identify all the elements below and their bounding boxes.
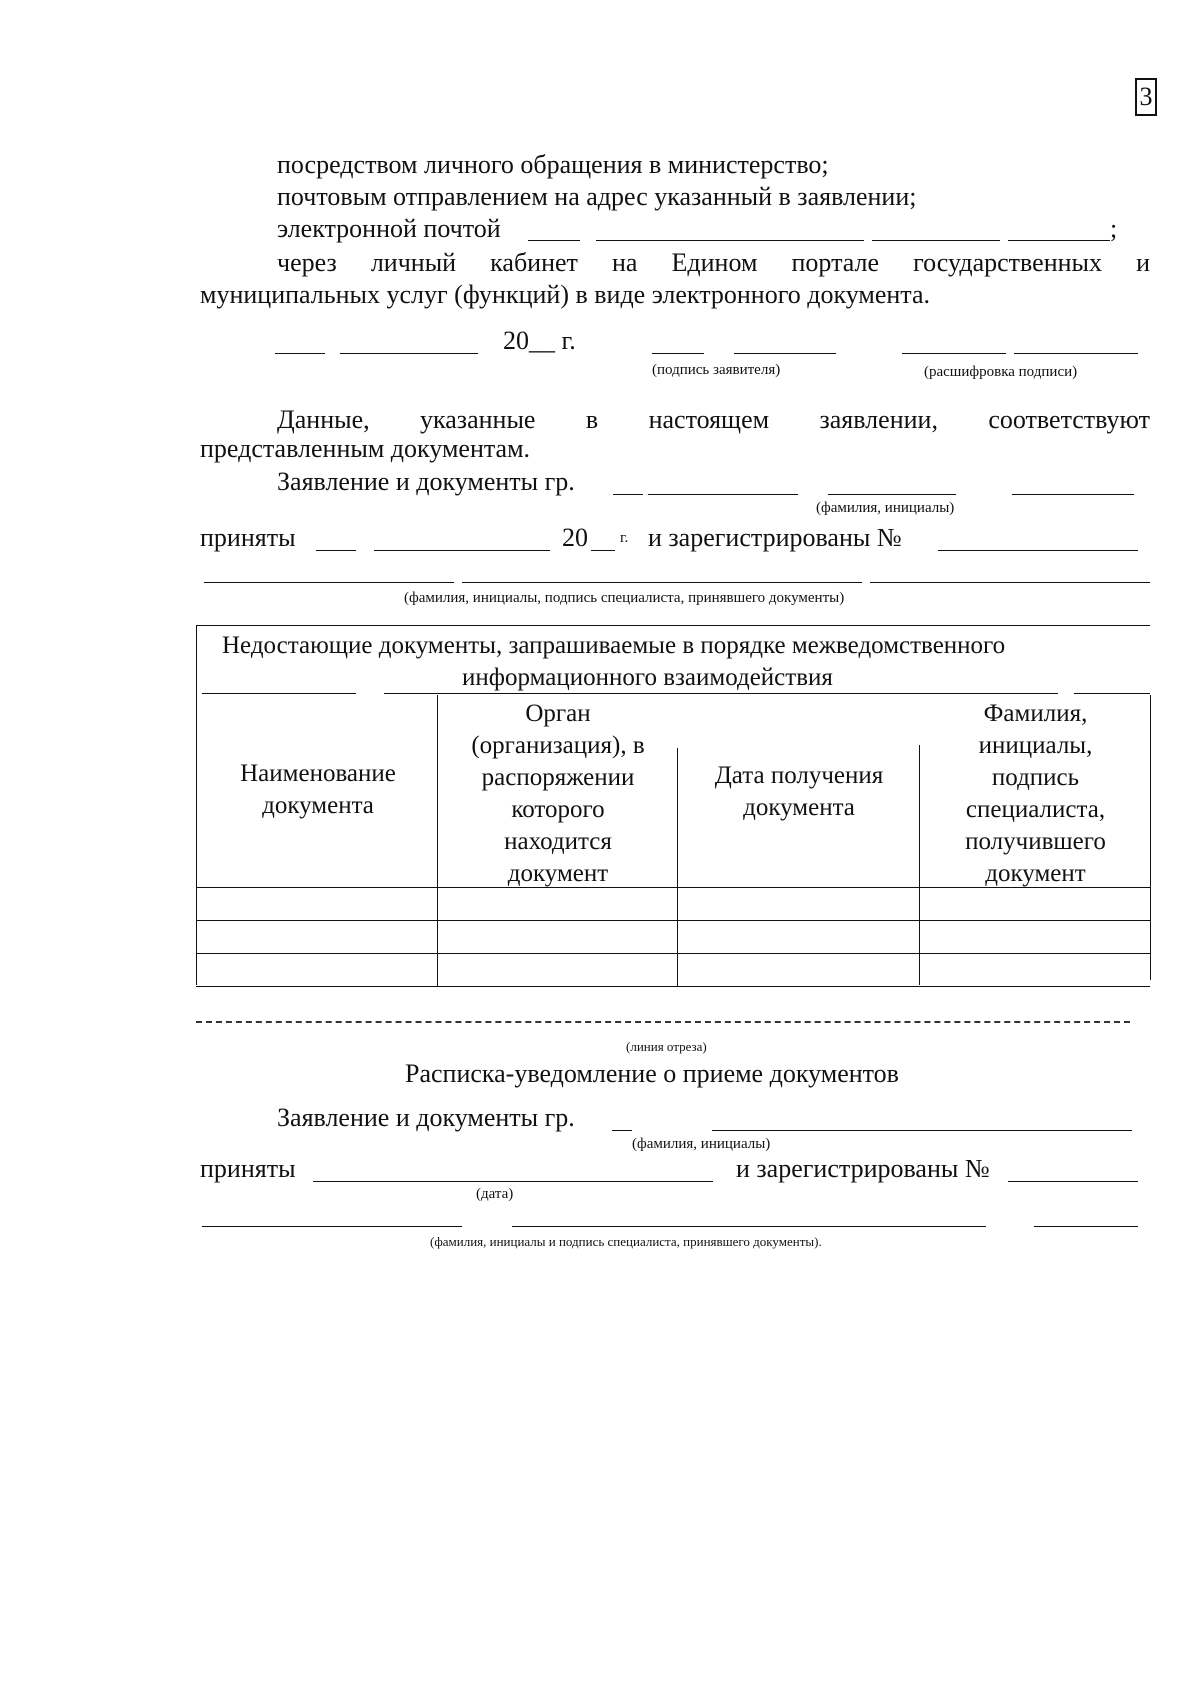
receipt-accepted: приняты <box>200 1154 296 1183</box>
receipt-specialist-blank-3 <box>1034 1226 1138 1227</box>
col-divider-3 <box>919 745 920 985</box>
accepted-label: приняты <box>200 523 296 552</box>
header-bottom-border <box>196 887 1150 888</box>
email-blank-3 <box>872 240 1000 241</box>
registered-number-blank <box>938 550 1138 551</box>
signature-year: 20__ г. <box>503 326 576 355</box>
header-specialist: Фамилия, инициалы, подпись специалиста, получившего документ <box>965 700 1106 887</box>
receipt-specialist-blank-1 <box>202 1226 462 1227</box>
date-month-blank <box>340 353 478 354</box>
cut-line-label: (линия отреза) <box>626 1039 707 1054</box>
header-receipt-date: Дата получения документа <box>714 762 884 821</box>
col-divider-1 <box>437 695 438 987</box>
specialist-blank-3 <box>870 582 1150 583</box>
receipt-specialist-blank-2 <box>512 1226 986 1227</box>
title-underline-1 <box>202 693 356 694</box>
name-label: (фамилия, инициалы) <box>816 500 955 516</box>
method-portal-line1: через личный кабинет на Едином портале государственных и <box>277 248 1150 277</box>
receipt-docs-from: Заявление и документы гр. <box>277 1103 575 1132</box>
receipt-registered: и зарегистрированы № <box>736 1154 990 1183</box>
accepted-year-blank <box>591 550 615 551</box>
table-title-line2: информационного взаимодействия <box>462 664 833 691</box>
row-2-border <box>196 953 1150 954</box>
email-blank-1 <box>528 240 580 241</box>
method-post: почтовым отправлением на адрес указанный в заявлении; <box>277 182 917 211</box>
specialist-blank-2 <box>462 582 862 583</box>
row-1-border <box>196 920 1150 921</box>
confirmation-line1: Данные, указанные в настоящем заявлении, соответствуют <box>277 405 1150 434</box>
page-number: 3 <box>1135 78 1157 116</box>
receipt-number-blank <box>1008 1181 1138 1182</box>
registered-label: и зарегистрированы № <box>648 523 902 552</box>
receipt-name-label: (фамилия, инициалы) <box>632 1136 771 1152</box>
receipt-date-label: (дата) <box>476 1186 514 1202</box>
receipt-date-blank <box>313 1181 713 1182</box>
method-personal: посредством личного обращения в министерство; <box>277 150 829 179</box>
table-title-line1: Недостающие документы, запрашиваемые в порядке межведомственного <box>222 632 1006 659</box>
decode-blank-1 <box>902 353 1006 354</box>
receipt-name-blank-2 <box>712 1130 1132 1131</box>
header-organization: Орган (организация), в распоряжении которого находится документ <box>471 700 645 887</box>
cut-line <box>196 1021 1130 1023</box>
email-blank-2 <box>596 240 864 241</box>
docs-from-blank-4 <box>1012 494 1134 495</box>
confirmation-line2: представленным документам. <box>200 434 531 463</box>
signature-label: (подпись заявителя) <box>652 362 781 378</box>
receipt-title: Расписка-уведомление о приеме документов <box>405 1059 899 1088</box>
signature-blank-2 <box>734 353 836 354</box>
accepted-month-blank <box>374 550 550 551</box>
method-email: электронной почтой <box>277 214 501 243</box>
accepted-year: 20 <box>562 523 588 552</box>
date-day-blank <box>275 353 325 354</box>
decode-blank-2 <box>1014 353 1138 354</box>
specialist-label: (фамилия, инициалы, подпись специалиста, принявшего документы) <box>404 590 845 606</box>
receipt-name-blank-1 <box>612 1130 632 1131</box>
docs-from-blank-1 <box>613 494 643 495</box>
title-underline-3 <box>1074 693 1150 694</box>
specialist-blank-1 <box>204 582 454 583</box>
accepted-day-blank <box>316 550 356 551</box>
accepted-year-suffix: г. <box>620 530 629 546</box>
method-email-end: ; <box>1110 214 1118 243</box>
header-doc-name: Наименование документа <box>240 760 396 819</box>
docs-from-blank-3 <box>828 494 956 495</box>
table-left-border <box>196 625 197 985</box>
decode-label: (расшифровка подписи) <box>924 364 1078 380</box>
docs-from-blank-2 <box>648 494 798 495</box>
email-blank-4 <box>1008 240 1110 241</box>
signature-blank-1 <box>652 353 704 354</box>
table-right-border <box>1150 695 1151 980</box>
receipt-specialist-label: (фамилия, инициалы и подпись специалиста, принявшего документы). <box>430 1234 822 1249</box>
docs-from-label: Заявление и документы гр. <box>277 467 575 496</box>
title-underline-2 <box>384 693 1058 694</box>
method-portal-line2: муниципальных услуг (функций) в виде электронного документа. <box>200 280 931 309</box>
col-divider-2 <box>677 748 678 986</box>
table-top-border <box>196 625 1150 626</box>
row-3-border <box>196 986 1150 987</box>
